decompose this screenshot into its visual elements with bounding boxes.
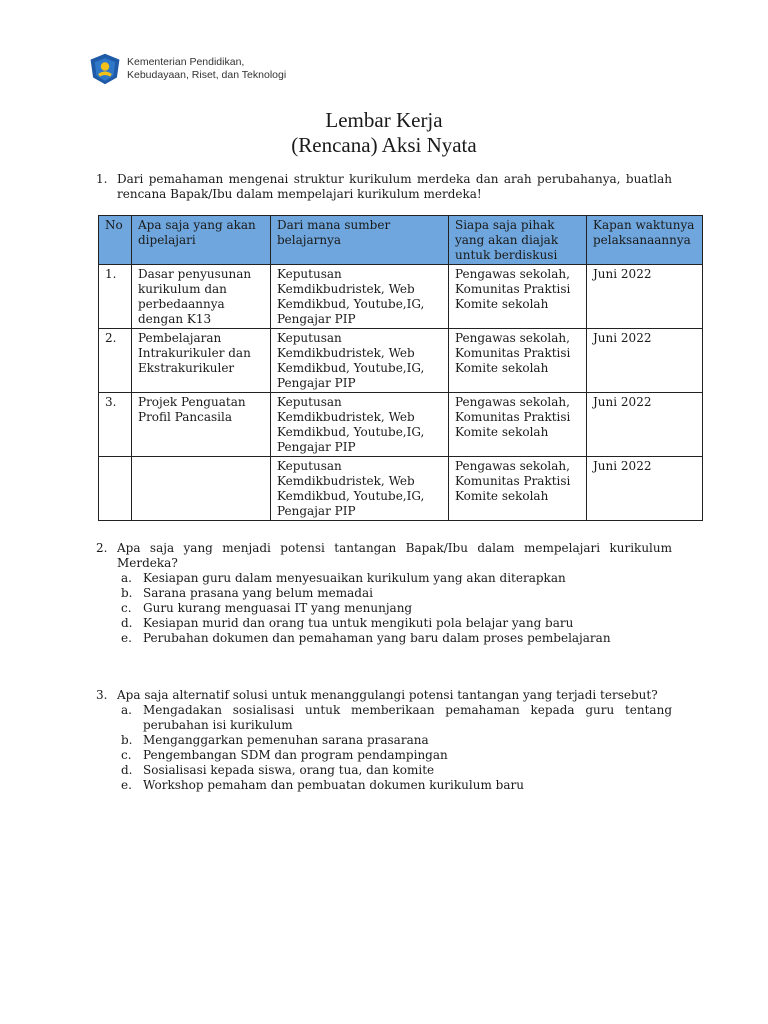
header-topic: Apa saja yang akan dipelajari (132, 216, 271, 265)
question-3-text: Apa saja alternatif solusi untuk menanggulangi potensi tantangan yang terjadi tersebut? (117, 688, 658, 702)
cell-no: 3. (99, 393, 132, 457)
cell-schedule: Juni 2022 (587, 393, 703, 457)
table-row (99, 393, 703, 457)
list-item (117, 586, 672, 601)
cell-schedule: Juni 2022 (587, 265, 703, 329)
item-letter: b. (121, 586, 133, 600)
header-schedule: Kapan waktunya pelaksanaannya (587, 216, 703, 265)
item-letter: e. (121, 631, 132, 645)
title-line2: (Rencana) Aksi Nyata (291, 133, 477, 157)
question-3-number: 3. (96, 688, 108, 702)
question-1-text: Dari pemahaman mengenai struktur kurikulum merdeka dan arah perubahanya, buatlah rencana Bapak/Ibu dalam mempelajari kurikulum merdeka! (117, 172, 672, 201)
item-letter: c. (121, 748, 132, 762)
list-item (117, 703, 672, 733)
cell-topic: Projek Penguatan Profil Pancasila (132, 393, 271, 457)
item-text: Sosialisasi kepada siswa, orang tua, dan komite (143, 763, 435, 777)
list-item (117, 631, 672, 646)
item-text: Workshop pemaham dan pembuatan dokumen kurikulum baru (143, 778, 524, 792)
list-item (117, 733, 672, 748)
cell-topic (132, 457, 271, 521)
cell-source: Keputusan Kemdikbudristek, Web Kemdikbud, Youtube,IG, Pengajar PIP (271, 329, 449, 393)
cell-partners: Pengawas sekolah, Komunitas Praktisi Komite sekolah (449, 393, 587, 457)
cell-topic: Pembelajaran Intrakurikuler dan Ekstrakurikuler (132, 329, 271, 393)
table-row (99, 457, 703, 521)
list-item (117, 763, 672, 778)
table-header-row (99, 216, 703, 265)
ministry-name-line1: Kementerian Pendidikan, (127, 56, 245, 68)
list-item (117, 571, 672, 586)
cell-source: Keputusan Kemdikbudristek, Web Kemdikbud, Youtube,IG, Pengajar PIP (271, 393, 449, 457)
title-line1: Lembar Kerja (325, 108, 443, 132)
cell-no (99, 457, 132, 521)
table-row (99, 265, 703, 329)
question-1-number: 1. (96, 172, 108, 186)
tut-wuri-handayani-logo-icon (88, 52, 122, 86)
item-letter: d. (121, 616, 133, 630)
table-row (99, 329, 703, 393)
header-source: Dari mana sumber belajarnya (271, 216, 449, 265)
list-item (117, 778, 672, 793)
cell-source: Keputusan Kemdikbudristek, Web Kemdikbud, Youtube,IG, Pengajar PIP (271, 457, 449, 521)
header-discussion-partners: Siapa saja pihak yang akan diajak untuk berdiskusi (449, 216, 587, 265)
item-text: Perubahan dokumen dan pemahaman yang baru dalam proses pembelajaran (143, 631, 611, 645)
item-letter: a. (121, 571, 132, 585)
item-text: Guru kurang menguasai IT yang menunjang (143, 601, 413, 615)
item-text: Kesiapan murid dan orang tua untuk mengikuti pola belajar yang baru (143, 616, 574, 630)
item-letter: c. (121, 601, 132, 615)
cell-no: 2. (99, 329, 132, 393)
action-plan-table (98, 215, 703, 521)
cell-source: Keputusan Kemdikbudristek, Web Kemdikbud, Youtube,IG, Pengajar PIP (271, 265, 449, 329)
question-2-text: Apa saja yang menjadi potensi tantangan Bapak/Ibu dalam mempelajari kurikulum Merdeka? (117, 541, 672, 570)
item-letter: e. (121, 778, 132, 792)
cell-schedule: Juni 2022 (587, 329, 703, 393)
list-item (117, 616, 672, 631)
list-item (117, 748, 672, 763)
cell-topic: Dasar penyusunan kurikulum dan perbedaannya dengan K13 (132, 265, 271, 329)
question-2-answers (117, 571, 672, 646)
cell-partners: Pengawas sekolah, Komunitas Praktisi Komite sekolah (449, 329, 587, 393)
item-letter: a. (121, 703, 132, 717)
ministry-name-line2: Kebudayaan, Riset, dan Teknologi (127, 69, 287, 81)
cell-partners: Pengawas sekolah, Komunitas Praktisi Komite sekolah (449, 457, 587, 521)
item-letter: b. (121, 733, 133, 747)
header-no: No (99, 216, 132, 265)
item-text: Kesiapan guru dalam menyesuaikan kurikulum yang akan diterapkan (143, 571, 566, 585)
item-text: Sarana prasana yang belum memadai (143, 586, 373, 600)
cell-no: 1. (99, 265, 132, 329)
item-text: Pengembangan SDM dan program pendampingan (143, 748, 448, 762)
question-2-number: 2. (96, 541, 108, 555)
cell-partners: Pengawas sekolah, Komunitas Praktisi Komite sekolah (449, 265, 587, 329)
cell-schedule: Juni 2022 (587, 457, 703, 521)
item-letter: d. (121, 763, 133, 777)
item-text: Menganggarkan pemenuhan sarana prasarana (143, 733, 429, 747)
question-3-answers (117, 703, 672, 793)
page-title (0, 108, 768, 158)
list-item (117, 601, 672, 616)
ministry-header (88, 52, 286, 86)
item-text: Mengadakan sosialisasi untuk memberikaan pemahaman kepada guru tentang perubahan isi kurikulum (143, 703, 672, 732)
